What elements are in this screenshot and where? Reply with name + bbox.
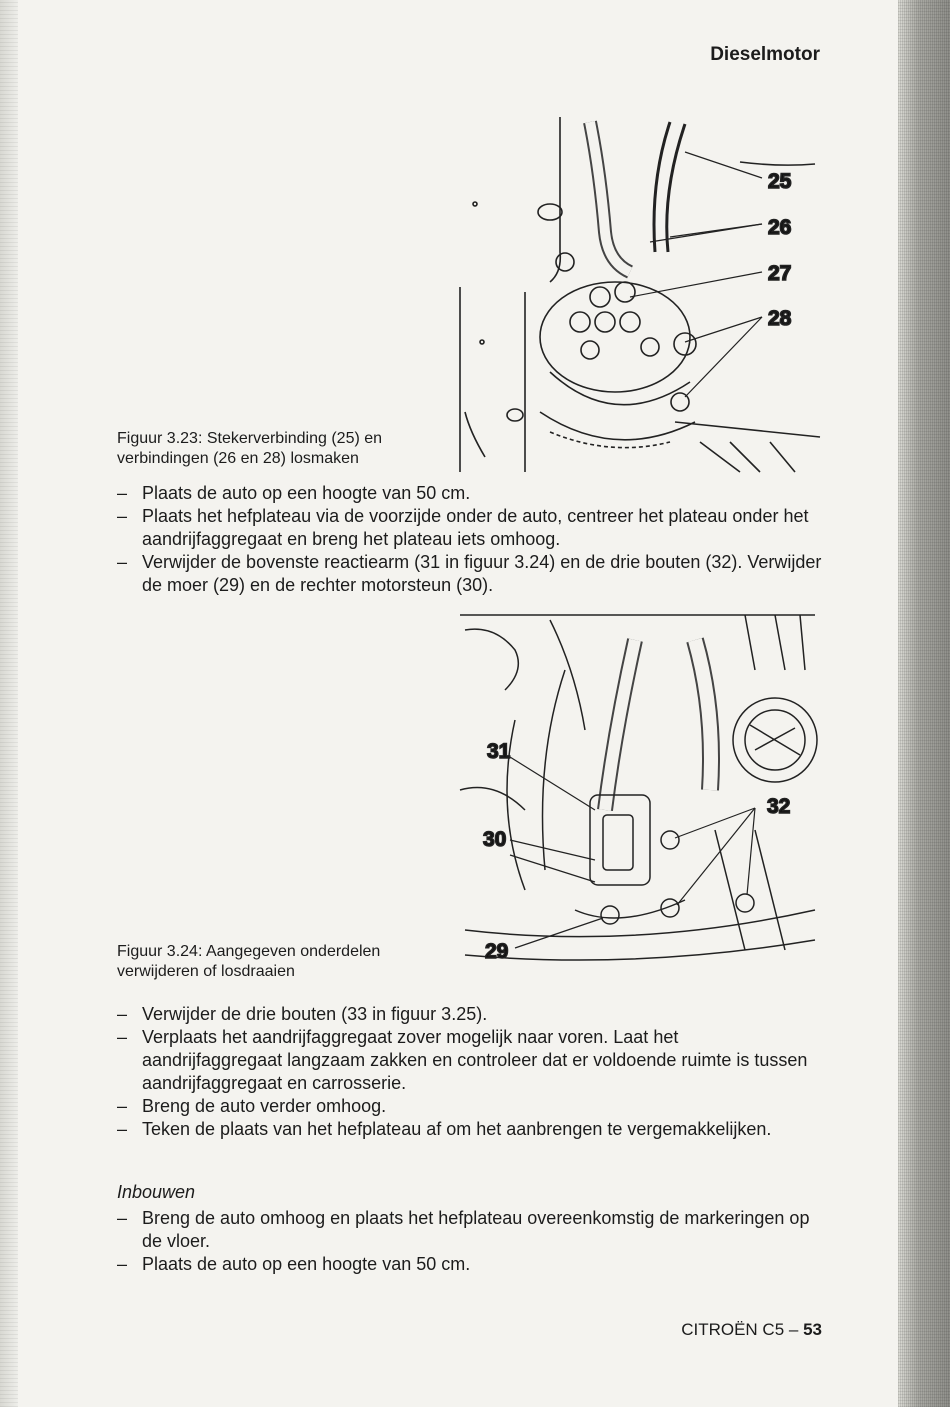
callout-26: 26 [768,216,792,239]
callout-31: 31 [487,740,511,763]
callout-29: 29 [485,940,509,963]
list-item: – Breng de auto omhoog en plaats het hefplateau overeenkomstig de markeringen op de vloer. [117,1207,822,1253]
list-item: – Plaats de auto op een hoogte van 50 cm. [117,1253,822,1276]
figure-3-24-illustration [455,610,825,982]
figure-3-24-caption: Figuur 3.24: Aangegeven onderdelen verwijderen of losdraaien [117,943,381,980]
page-header: Dieselmotor [710,44,820,65]
callout-27: 27 [768,262,792,285]
list-item: – Plaats de auto op een hoogte van 50 cm. [117,482,822,505]
list-item: – Verwijder de bovenste reactiearm (31 in figuur 3.24) en de drie bouten (32). Verwijder de moer (29) en de rechter motorsteun (30). [117,551,822,597]
figure-3-23-illustration [440,112,830,474]
steps-list-2 [117,1003,822,1141]
footer-label: CITROËN C5 – [681,1320,799,1339]
scan-edge-right [898,0,950,1407]
scan-edge-left [0,0,18,1407]
callout-32: 32 [767,795,791,818]
page-number: 53 [803,1320,822,1339]
callout-28: 28 [768,307,792,330]
list-item: – Teken de plaats van het hefplateau af om het aanbrengen te vergemakkelijken. [117,1118,822,1141]
list-item: – Verwijder de drie bouten (33 in figuur 3.25). [117,1003,822,1026]
section-heading-inbouwen: Inbouwen [117,1182,196,1202]
list-item: – Verplaats het aandrijfaggregaat zover mogelijk naar voren. Laat het aandrijfaggregaat langzaam zakken en controleer dat er voldoende ruimte is tussen aandrijfaggregaat en carrosserie. [117,1026,822,1095]
figure-3-23-caption: Figuur 3.23: Stekerverbinding (25) en verbindingen (26 en 28) losmaken [117,430,383,467]
steps-list-inbouwen [117,1207,822,1276]
callout-25: 25 [768,170,792,193]
page-footer [560,1320,822,1340]
list-item: – Breng de auto verder omhoog. [117,1095,822,1118]
callout-30: 30 [483,828,507,851]
list-item: – Plaats het hefplateau via de voorzijde onder de auto, centreer het plateau onder het aandrijfaggregaat en breng het plateau iets omhoog. [117,505,822,551]
steps-list-1 [117,482,822,597]
